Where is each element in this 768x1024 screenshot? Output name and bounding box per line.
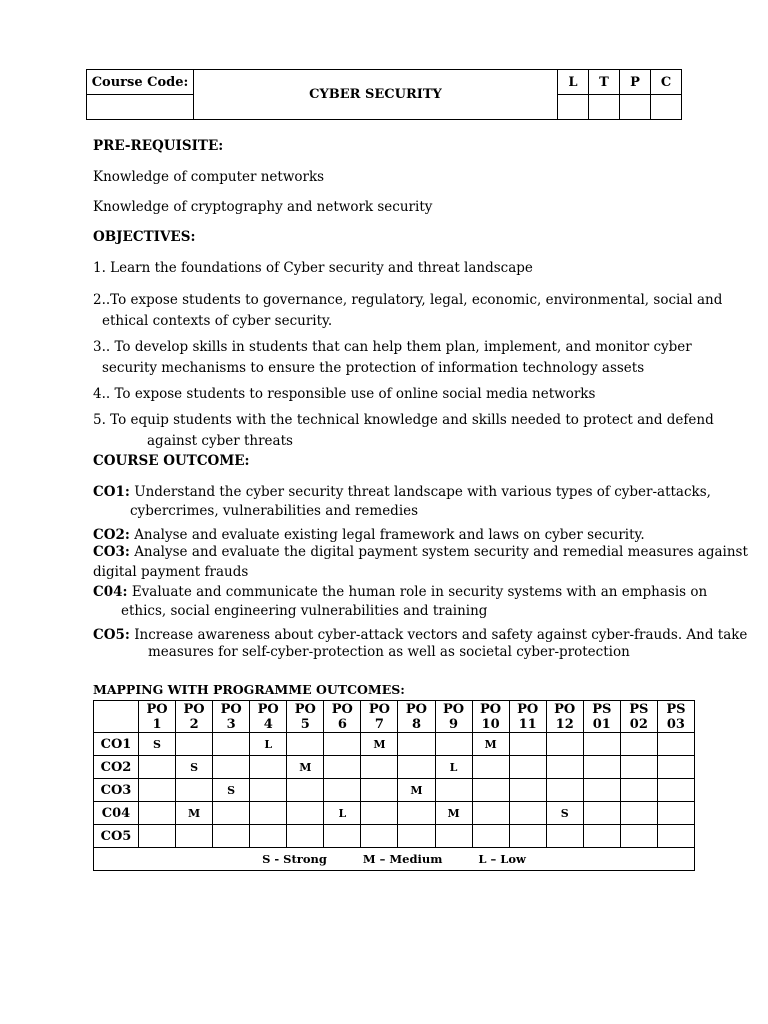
mapping-cell: M (287, 756, 324, 779)
mapping-cell (361, 802, 398, 825)
mapping-column-header (324, 701, 361, 733)
objective-item: 3.. To develop skills in students that can help them plan, implement, and monitor cyber (93, 339, 692, 355)
mapping-cell (398, 756, 435, 779)
mapping-cell: S (213, 779, 250, 802)
column-header-prefix: PS (592, 701, 612, 717)
mapping-column-header (361, 701, 398, 733)
outcome-label: CO1: (93, 484, 130, 500)
outcome-label: CO2: (93, 527, 130, 543)
column-header-number: 4 (263, 716, 273, 732)
mapping-cell (472, 825, 509, 848)
row-co-label: C04 (94, 802, 139, 825)
row-co-label: CO1 (94, 733, 139, 756)
mapping-cell (472, 779, 509, 802)
mapping-cell: M (472, 733, 509, 756)
objective-item-cont: ethical contexts of cyber security. (102, 313, 333, 329)
mapping-column-header (176, 701, 213, 733)
column-header-prefix: PO (183, 701, 205, 717)
ltpc-p-value (620, 95, 651, 120)
mapping-cell (287, 779, 324, 802)
mapping-cell: L (435, 756, 472, 779)
course-code-value (87, 95, 194, 120)
mapping-cell (139, 779, 176, 802)
column-header-prefix: PS (629, 701, 649, 717)
mapping-cell (139, 825, 176, 848)
mapping-cell (250, 779, 287, 802)
outcome-text: Evaluate and communicate the human role in security systems with an emphasis on (131, 584, 708, 600)
mapping-cell: S (176, 756, 213, 779)
mapping-column-header (546, 701, 583, 733)
mapping-corner-cell (94, 701, 139, 733)
objective-item: 1. Learn the foundations of Cyber security and threat landscape (93, 260, 533, 276)
outcome-text-cont: measures for self-cyber-protection as well as societal cyber-protection (148, 644, 630, 660)
mapping-column-header (435, 701, 472, 733)
mapping-cell (509, 802, 546, 825)
course-outcome-heading: COURSE OUTCOME: (93, 453, 250, 469)
mapping-column-header (398, 701, 435, 733)
mapping-cell (546, 779, 583, 802)
mapping-cell (250, 802, 287, 825)
mapping-cell (361, 756, 398, 779)
mapping-cell (509, 825, 546, 848)
column-header-prefix: PO (442, 701, 465, 717)
table-row (94, 733, 695, 756)
mapping-cell (324, 825, 361, 848)
column-header-number: 7 (374, 716, 384, 732)
mapping-cell (398, 733, 435, 756)
mapping-cell: S (139, 733, 176, 756)
mapping-cell (657, 802, 694, 825)
outcome-text-cont: ethics, social engineering vulnerabilities and training (121, 603, 488, 619)
outcome-text: Analyse and evaluate the digital payment system security and remedial measures against (134, 544, 748, 560)
outcome-label: CO3: (93, 544, 130, 560)
course-title: CYBER SECURITY (194, 70, 558, 120)
mapping-cell (361, 779, 398, 802)
mapping-cell (213, 802, 250, 825)
mapping-cell (583, 733, 620, 756)
ltpc-l-label: L (558, 70, 589, 95)
course-header-table (86, 69, 682, 120)
outcome-text-cont: cybercrimes, vulnerabilities and remedies (130, 503, 419, 519)
mapping-cell: M (176, 802, 213, 825)
column-header-number: 5 (300, 716, 310, 732)
mapping-cell: L (250, 733, 287, 756)
objective-item-cont: security mechanisms to ensure the protection of information technology assets (102, 360, 645, 376)
outcome-co3 (93, 543, 748, 561)
mapping-cell (546, 756, 583, 779)
mapping-cell (139, 756, 176, 779)
outcome-text-cont: digital payment frauds (93, 564, 249, 580)
ltpc-l-value (558, 95, 589, 120)
outcome-text: Increase awareness about cyber-attack vectors and safety against cyber-frauds. And take (134, 627, 748, 643)
mapping-cell (250, 756, 287, 779)
mapping-column-header (250, 701, 287, 733)
mapping-cell (213, 756, 250, 779)
mapping-cell (583, 756, 620, 779)
ltpc-c-value (651, 95, 682, 120)
mapping-cell (472, 802, 509, 825)
mapping-cell (620, 802, 657, 825)
objective-item-cont: against cyber threats (147, 433, 293, 449)
column-header-number: 03 (666, 716, 685, 732)
mapping-cell: S (546, 802, 583, 825)
mapping-cell (546, 825, 583, 848)
mapping-cell (287, 733, 324, 756)
mapping-column-header (139, 701, 176, 733)
mapping-cell (176, 825, 213, 848)
column-header-number: 01 (592, 716, 611, 732)
mapping-legend (94, 848, 695, 871)
course-code-label: Course Code: (87, 70, 194, 95)
prerequisite-item: Knowledge of cryptography and network security (93, 199, 433, 215)
objective-item: 4.. To expose students to responsible use of online social media networks (93, 386, 596, 402)
prerequisite-heading: PRE-REQUISITE: (93, 138, 224, 154)
column-header-number: 3 (226, 716, 236, 732)
mapping-cell (657, 733, 694, 756)
ltpc-p-label: P (620, 70, 651, 95)
mapping-cell (250, 825, 287, 848)
mapping-cell (583, 802, 620, 825)
column-header-prefix: PO (517, 701, 539, 717)
column-header-number: 11 (518, 716, 537, 732)
column-header-prefix: PO (220, 701, 242, 717)
mapping-cell (435, 779, 472, 802)
mapping-cell (287, 825, 324, 848)
mapping-column-header (620, 701, 657, 733)
mapping-cell (398, 802, 435, 825)
mapping-cell (657, 779, 694, 802)
column-header-prefix: PO (405, 701, 428, 717)
column-header-prefix: PO (554, 701, 576, 717)
mapping-column-header (287, 701, 324, 733)
mapping-cell (139, 802, 176, 825)
mapping-cell (509, 756, 546, 779)
column-header-number: 2 (189, 716, 199, 732)
column-header-number: 6 (337, 716, 347, 732)
table-row (94, 756, 695, 779)
mapping-cell (620, 733, 657, 756)
legend-item: M – Medium (362, 852, 443, 866)
mapping-cell (324, 779, 361, 802)
outcome-label: CO5: (93, 627, 130, 643)
mapping-cell (657, 825, 694, 848)
objective-item: 2..To expose students to governance, regulatory, legal, economic, environmental, social and (93, 292, 723, 308)
ltpc-t-value (589, 95, 620, 120)
legend-item: L – Low (478, 852, 526, 866)
column-header-number: 1 (152, 716, 162, 732)
mapping-cell: M (398, 779, 435, 802)
mapping-cell (324, 756, 361, 779)
column-header-prefix: PO (146, 701, 168, 717)
outcome-co5 (93, 626, 747, 644)
mapping-cell (509, 779, 546, 802)
ltpc-t-label: T (589, 70, 620, 95)
table-row (94, 802, 695, 825)
column-header-number: 10 (481, 716, 500, 732)
column-header-prefix: PO (294, 701, 316, 717)
mapping-table (93, 700, 695, 871)
mapping-cell: M (361, 733, 398, 756)
column-header-number: 8 (411, 716, 421, 732)
outcome-co1 (93, 483, 711, 501)
row-co-label: CO2 (94, 756, 139, 779)
row-co-label: CO5 (94, 825, 139, 848)
mapping-column-header (213, 701, 250, 733)
mapping-heading: MAPPING WITH PROGRAMME OUTCOMES: (93, 682, 405, 697)
mapping-cell: L (324, 802, 361, 825)
mapping-column-header (472, 701, 509, 733)
objective-item: 5. To equip students with the technical knowledge and skills needed to protect and defend (93, 412, 714, 428)
mapping-cell (287, 802, 324, 825)
outcome-label: C04: (93, 584, 128, 600)
column-header-number: 9 (449, 716, 459, 732)
column-header-prefix: PO (368, 701, 390, 717)
ltpc-c-label: C (651, 70, 682, 95)
mapping-column-header (657, 701, 694, 733)
mapping-cell (176, 779, 213, 802)
row-co-label: CO3 (94, 779, 139, 802)
mapping-cell (583, 825, 620, 848)
objectives-heading: OBJECTIVES: (93, 229, 196, 245)
mapping-cell (509, 733, 546, 756)
mapping-cell (583, 779, 620, 802)
mapping-column-header (509, 701, 546, 733)
mapping-cell (361, 825, 398, 848)
mapping-cell (620, 825, 657, 848)
mapping-cell (213, 825, 250, 848)
column-header-prefix: PO (331, 701, 353, 717)
column-header-number: 02 (629, 716, 648, 732)
table-row (94, 825, 695, 848)
column-header-prefix: PS (666, 701, 686, 717)
outcome-co2 (93, 526, 645, 544)
mapping-cell (435, 733, 472, 756)
mapping-cell (546, 733, 583, 756)
mapping-cell (620, 779, 657, 802)
column-header-number: 12 (555, 716, 574, 732)
outcome-co4 (93, 583, 707, 601)
column-header-prefix: PO (257, 701, 279, 717)
mapping-cell (472, 756, 509, 779)
mapping-cell (398, 825, 435, 848)
mapping-cell (620, 756, 657, 779)
table-row (94, 779, 695, 802)
mapping-cell: M (435, 802, 472, 825)
legend-item: S - Strong (262, 852, 327, 866)
outcome-text: Understand the cyber security threat landscape with various types of cyber-attacks, (134, 484, 711, 500)
mapping-column-header (583, 701, 620, 733)
mapping-cell (176, 733, 213, 756)
prerequisite-item: Knowledge of computer networks (93, 169, 325, 185)
mapping-cell (435, 825, 472, 848)
mapping-cell (324, 733, 361, 756)
mapping-cell (213, 733, 250, 756)
column-header-prefix: PO (480, 701, 502, 717)
mapping-cell (657, 756, 694, 779)
outcome-text: Analyse and evaluate existing legal framework and laws on cyber security. (134, 527, 645, 543)
